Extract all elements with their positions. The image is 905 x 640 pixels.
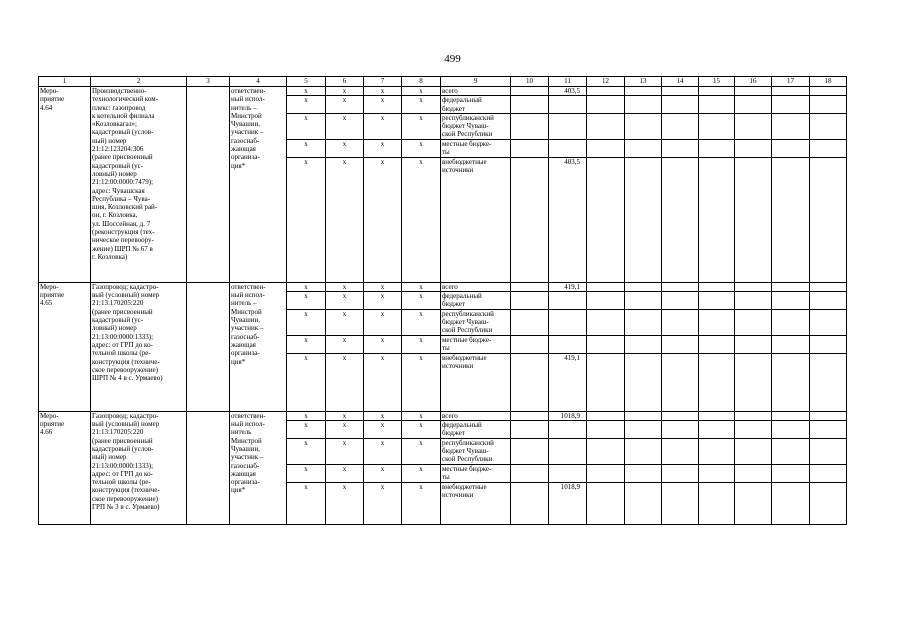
- funding-source: федеральный бюджет: [441, 96, 511, 114]
- empty-cell: [735, 438, 772, 464]
- funding-value: [549, 438, 587, 464]
- empty-cell: [662, 292, 699, 310]
- empty-cell: [810, 96, 847, 114]
- x-mark: x: [326, 482, 364, 524]
- empty-cell: [662, 139, 699, 157]
- column-number: 6: [326, 77, 364, 87]
- column-number: 13: [625, 77, 662, 87]
- empty-cell: [810, 411, 847, 420]
- x-mark: x: [287, 421, 326, 439]
- empty-cell: [699, 411, 735, 420]
- funding-source: республиканский бюджет Чуваш- ской Республики: [441, 438, 511, 464]
- x-mark: x: [364, 282, 402, 291]
- x-mark: x: [326, 464, 364, 482]
- funding-source: республиканский бюджет Чуваш- ской Республики: [441, 113, 511, 139]
- empty-cell: [587, 464, 625, 482]
- event-id: Меро- приятие 4.64: [39, 87, 91, 283]
- funding-source: всего: [441, 87, 511, 96]
- empty-cell: [810, 113, 847, 139]
- empty-cell: [511, 292, 549, 310]
- column-number: 14: [662, 77, 699, 87]
- empty-cell: [662, 464, 699, 482]
- funding-source: местные бюдже- ты: [441, 464, 511, 482]
- x-mark: x: [402, 438, 441, 464]
- empty-cell: [625, 309, 662, 335]
- empty-cell: [662, 353, 699, 411]
- empty-cell: [699, 87, 735, 96]
- empty-cell: [810, 157, 847, 282]
- empty-cell: [187, 411, 230, 524]
- empty-cell: [587, 335, 625, 353]
- x-mark: x: [402, 139, 441, 157]
- empty-cell: [735, 113, 772, 139]
- funding-value: [549, 113, 587, 139]
- funding-source: местные бюдже- ты: [441, 139, 511, 157]
- x-mark: x: [402, 335, 441, 353]
- empty-cell: [511, 87, 549, 96]
- empty-cell: [625, 353, 662, 411]
- x-mark: x: [402, 309, 441, 335]
- empty-cell: [772, 482, 810, 524]
- x-mark: x: [364, 411, 402, 420]
- empty-cell: [699, 309, 735, 335]
- x-mark: x: [364, 438, 402, 464]
- x-mark: x: [402, 411, 441, 420]
- empty-cell: [772, 113, 810, 139]
- column-number: 15: [699, 77, 735, 87]
- x-mark: x: [364, 335, 402, 353]
- x-mark: x: [402, 353, 441, 411]
- empty-cell: [810, 309, 847, 335]
- empty-cell: [625, 438, 662, 464]
- empty-cell: [587, 87, 625, 96]
- empty-cell: [772, 335, 810, 353]
- empty-cell: [772, 438, 810, 464]
- empty-cell: [772, 309, 810, 335]
- empty-cell: [587, 421, 625, 439]
- x-mark: x: [287, 139, 326, 157]
- column-number: 5: [287, 77, 326, 87]
- empty-cell: [735, 87, 772, 96]
- empty-cell: [587, 157, 625, 282]
- empty-cell: [810, 139, 847, 157]
- funding-value: 419,1: [549, 353, 587, 411]
- column-number: 8: [402, 77, 441, 87]
- empty-cell: [735, 353, 772, 411]
- funding-source: всего: [441, 282, 511, 291]
- x-mark: x: [287, 157, 326, 282]
- event-description: Газопровод; кадастро- вый (условный) номер 21:13:170205:220 (ранее присвоенный кадастровый (услов- ный) номер 21:13:00:0000:1333); адрес: от ГРП до ко- тельной школы (ре- конструкция (техниче- ское перевооружение) ГРП № 3 в с. Урмаево): [91, 411, 187, 524]
- empty-cell: [511, 96, 549, 114]
- event-id: Меро- приятие 4.66: [39, 411, 91, 524]
- empty-cell: [699, 282, 735, 291]
- empty-cell: [511, 421, 549, 439]
- x-mark: x: [364, 113, 402, 139]
- empty-cell: [772, 96, 810, 114]
- funding-value: [549, 464, 587, 482]
- empty-cell: [699, 335, 735, 353]
- empty-cell: [511, 139, 549, 157]
- empty-cell: [662, 438, 699, 464]
- event-executor: ответствен- ный испол- нитель – Минстрой Чувашии, участник – газоснаб- жающая организа- ция*: [230, 282, 287, 411]
- empty-cell: [511, 482, 549, 524]
- empty-cell: [699, 292, 735, 310]
- x-mark: x: [326, 438, 364, 464]
- x-mark: x: [326, 157, 364, 282]
- empty-cell: [810, 335, 847, 353]
- column-number: 17: [772, 77, 810, 87]
- empty-cell: [735, 96, 772, 114]
- empty-cell: [511, 335, 549, 353]
- x-mark: x: [402, 87, 441, 96]
- empty-cell: [772, 464, 810, 482]
- empty-cell: [772, 353, 810, 411]
- x-mark: x: [287, 464, 326, 482]
- x-mark: x: [326, 353, 364, 411]
- column-number: 18: [810, 77, 847, 87]
- x-mark: x: [326, 411, 364, 420]
- funding-source: федеральный бюджет: [441, 292, 511, 310]
- x-mark: x: [402, 113, 441, 139]
- empty-cell: [625, 411, 662, 420]
- x-mark: x: [402, 282, 441, 291]
- empty-cell: [772, 87, 810, 96]
- empty-cell: [662, 335, 699, 353]
- funding-source: всего: [441, 411, 511, 420]
- empty-cell: [625, 482, 662, 524]
- x-mark: x: [287, 411, 326, 420]
- empty-cell: [511, 113, 549, 139]
- column-number: 10: [511, 77, 549, 87]
- empty-cell: [735, 309, 772, 335]
- funding-source: внебюджетные источники: [441, 157, 511, 282]
- empty-cell: [587, 353, 625, 411]
- empty-cell: [662, 157, 699, 282]
- x-mark: x: [364, 309, 402, 335]
- x-mark: x: [402, 482, 441, 524]
- empty-cell: [662, 96, 699, 114]
- empty-cell: [735, 421, 772, 439]
- table-row: [39, 411, 847, 420]
- empty-cell: [511, 353, 549, 411]
- funding-value: [549, 96, 587, 114]
- empty-cell: [511, 309, 549, 335]
- empty-cell: [625, 113, 662, 139]
- empty-cell: [587, 411, 625, 420]
- empty-cell: [587, 139, 625, 157]
- empty-cell: [735, 482, 772, 524]
- x-mark: x: [326, 335, 364, 353]
- empty-cell: [662, 421, 699, 439]
- empty-cell: [662, 482, 699, 524]
- empty-cell: [699, 353, 735, 411]
- x-mark: x: [364, 96, 402, 114]
- table-row: [39, 282, 847, 291]
- empty-cell: [735, 411, 772, 420]
- x-mark: x: [287, 113, 326, 139]
- funding-source: республиканский бюджет Чуваш- ской Республики: [441, 309, 511, 335]
- x-mark: x: [402, 292, 441, 310]
- funding-value: 403,5: [549, 157, 587, 282]
- x-mark: x: [402, 157, 441, 282]
- event-id: Меро- приятие 4.65: [39, 282, 91, 411]
- x-mark: x: [287, 282, 326, 291]
- column-number: 3: [187, 77, 230, 87]
- empty-cell: [735, 139, 772, 157]
- empty-cell: [735, 292, 772, 310]
- x-mark: x: [364, 292, 402, 310]
- empty-cell: [587, 482, 625, 524]
- empty-cell: [699, 482, 735, 524]
- column-number: 4: [230, 77, 287, 87]
- empty-cell: [810, 353, 847, 411]
- empty-cell: [735, 157, 772, 282]
- funding-value: 1018,9: [549, 411, 587, 420]
- empty-cell: [699, 113, 735, 139]
- x-mark: x: [364, 421, 402, 439]
- header-row: [39, 77, 847, 87]
- column-number: 11: [549, 77, 587, 87]
- empty-cell: [735, 282, 772, 291]
- x-mark: x: [326, 87, 364, 96]
- empty-cell: [699, 421, 735, 439]
- funding-value: 1018,9: [549, 482, 587, 524]
- x-mark: x: [364, 139, 402, 157]
- funding-value: [549, 309, 587, 335]
- empty-cell: [662, 411, 699, 420]
- event-executor: ответствен- ный испол- нитель – Минстрой Чувашии, участник – газоснаб- жающая организа- ция*: [230, 87, 287, 283]
- funding-source: местные бюдже- ты: [441, 335, 511, 353]
- column-number: 12: [587, 77, 625, 87]
- x-mark: x: [402, 464, 441, 482]
- empty-cell: [772, 292, 810, 310]
- column-number: 7: [364, 77, 402, 87]
- empty-cell: [625, 421, 662, 439]
- empty-cell: [699, 464, 735, 482]
- funding-value: [549, 292, 587, 310]
- empty-cell: [810, 282, 847, 291]
- funding-value: [549, 421, 587, 439]
- empty-cell: [735, 335, 772, 353]
- empty-cell: [772, 411, 810, 420]
- x-mark: x: [326, 96, 364, 114]
- column-number: 2: [91, 77, 187, 87]
- empty-cell: [511, 411, 549, 420]
- funding-value: [549, 139, 587, 157]
- x-mark: x: [326, 421, 364, 439]
- funding-value: 419,1: [549, 282, 587, 291]
- empty-cell: [810, 87, 847, 96]
- x-mark: x: [287, 335, 326, 353]
- empty-cell: [810, 482, 847, 524]
- empty-cell: [587, 292, 625, 310]
- x-mark: x: [364, 157, 402, 282]
- x-mark: x: [364, 464, 402, 482]
- column-number: 1: [39, 77, 91, 87]
- x-mark: x: [364, 87, 402, 96]
- x-mark: x: [326, 309, 364, 335]
- empty-cell: [511, 438, 549, 464]
- empty-cell: [587, 282, 625, 291]
- event-executor: ответствен- ный испол- нитель Минстрой Чувашии, участник – газоснаб- жающая организа- ция*: [230, 411, 287, 524]
- empty-cell: [511, 282, 549, 291]
- empty-cell: [662, 309, 699, 335]
- empty-cell: [187, 282, 230, 411]
- funding-value: [549, 335, 587, 353]
- x-mark: x: [287, 353, 326, 411]
- page-number: 499: [444, 53, 461, 65]
- empty-cell: [735, 464, 772, 482]
- x-mark: x: [287, 96, 326, 114]
- column-number: 9: [441, 77, 511, 87]
- empty-cell: [662, 113, 699, 139]
- empty-cell: [810, 421, 847, 439]
- x-mark: x: [326, 113, 364, 139]
- x-mark: x: [326, 139, 364, 157]
- x-mark: x: [287, 292, 326, 310]
- empty-cell: [772, 421, 810, 439]
- empty-cell: [699, 157, 735, 282]
- empty-cell: [625, 139, 662, 157]
- program-table: [38, 76, 847, 525]
- empty-cell: [511, 464, 549, 482]
- empty-cell: [772, 157, 810, 282]
- column-number: 16: [735, 77, 772, 87]
- empty-cell: [662, 282, 699, 291]
- empty-cell: [699, 438, 735, 464]
- x-mark: x: [364, 353, 402, 411]
- empty-cell: [625, 335, 662, 353]
- empty-cell: [625, 464, 662, 482]
- funding-source: федеральный бюджет: [441, 421, 511, 439]
- x-mark: x: [287, 438, 326, 464]
- x-mark: x: [364, 482, 402, 524]
- empty-cell: [625, 87, 662, 96]
- x-mark: x: [402, 96, 441, 114]
- empty-cell: [625, 282, 662, 291]
- empty-cell: [587, 113, 625, 139]
- empty-cell: [587, 96, 625, 114]
- empty-cell: [587, 438, 625, 464]
- empty-cell: [625, 96, 662, 114]
- x-mark: x: [287, 87, 326, 96]
- empty-cell: [772, 139, 810, 157]
- x-mark: x: [287, 309, 326, 335]
- empty-cell: [810, 292, 847, 310]
- table-row: [39, 87, 847, 96]
- empty-cell: [625, 157, 662, 282]
- empty-cell: [772, 282, 810, 291]
- empty-cell: [511, 157, 549, 282]
- event-description: Газопровод; кадастро- вый (условный) номер 21:13:170205:220 (ранее присвоенный кадастровый (ус- ловный) номер 21:13:00:0000:1333); адрес: от ГРП до ко- тельной школы (ре- конструкция (техниче- ское перевооружение) ШРП № 4 в с. Урмаево): [91, 282, 187, 411]
- empty-cell: [699, 139, 735, 157]
- x-mark: x: [402, 421, 441, 439]
- empty-cell: [625, 292, 662, 310]
- x-mark: x: [326, 282, 364, 291]
- x-mark: x: [326, 292, 364, 310]
- empty-cell: [810, 464, 847, 482]
- funding-source: внебюджетные источники: [441, 482, 511, 524]
- empty-cell: [699, 96, 735, 114]
- funding-source: внебюджетные источники: [441, 353, 511, 411]
- empty-cell: [810, 438, 847, 464]
- event-description: Производственно- технологический ком- плекс: газопровод к котельной филиала «Козловкагаз»; кадастровый (услов- ный) номер 21:12:123204:306 (ранее присвоенный кадастровый (ус- ловный) номер 21:12:00:0000:7479); адрес: Чувашская Республика – Чува- шия, Козловский рай- он, г. Козловка, ул. Шоссейная, д. 7 (реконструкция (тех- ническое перевоору- жение) ШРП № 67 в г. Козловка): [91, 87, 187, 283]
- empty-cell: [187, 87, 230, 283]
- empty-cell: [587, 309, 625, 335]
- funding-value: 403,5: [549, 87, 587, 96]
- empty-cell: [662, 87, 699, 96]
- x-mark: x: [287, 482, 326, 524]
